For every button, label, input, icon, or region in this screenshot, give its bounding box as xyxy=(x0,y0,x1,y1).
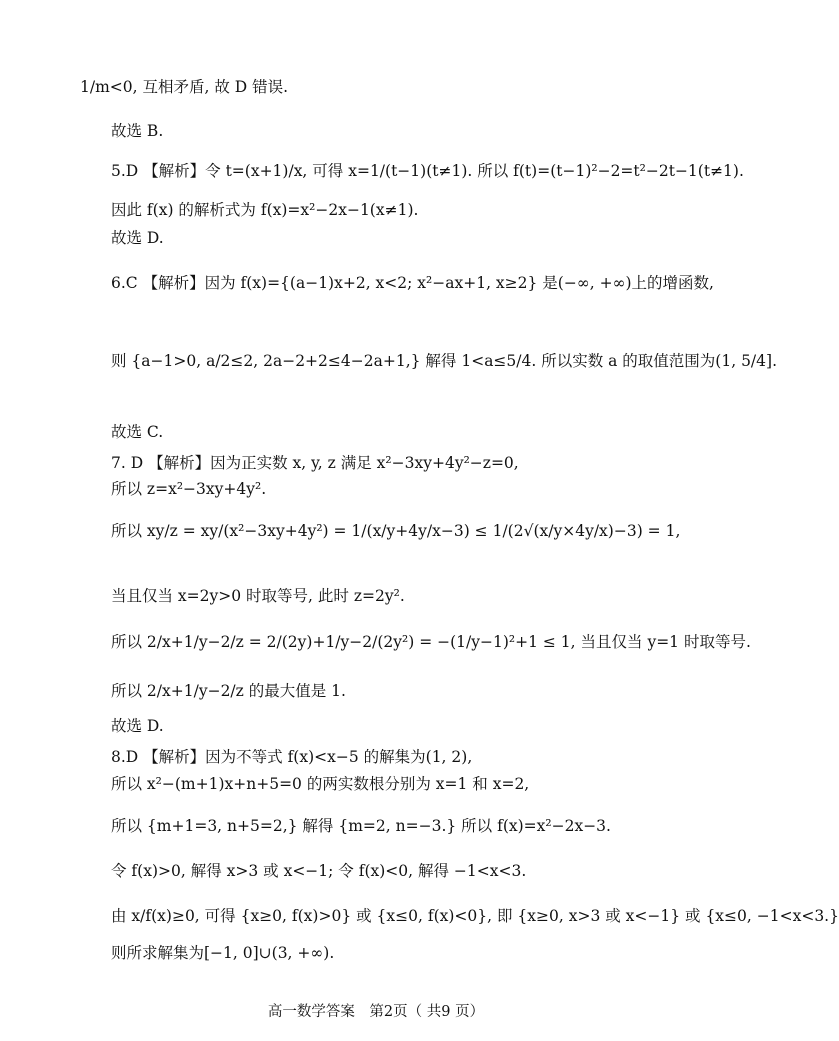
text-line-19: 令 f(x)>0, 解得 x>3 或 x<−1; 令 f(x)<0, 解得 −1<x<3. xyxy=(111,862,527,880)
text-line-21: 则所求解集为[−1, 0]∪(3, +∞). xyxy=(111,944,335,962)
text-line-11: 所以 xy/z = xy/(x²−3xy+4y²) = 1/(x/y+4y/x−3) ≤ 1/(2√(x/y×4y/x)−3) = 1, xyxy=(111,522,681,540)
text-line-9: 7. D 【解析】因为正实数 x, y, z 满足 x²−3xy+4y²−z=0, xyxy=(111,454,519,472)
text-line-14: 所以 2/x+1/y−2/z 的最大值是 1. xyxy=(111,682,346,700)
text-line-6: 6.C 【解析】因为 f(x)={(a−1)x+2, x<2; x²−ax+1, x≥2} 是(−∞, +∞)上的增函数, xyxy=(111,274,714,292)
text-line-7: 则 {a−1>0, a/2≤2, 2a−2+2≤4−2a+1,} 解得 1<a≤5/4. 所以实数 a 的取值范围为(1, 5/4]. xyxy=(111,352,777,370)
text-line-20: 由 x/f(x)≥0, 可得 {x≥0, f(x)>0} 或 {x≤0, f(x)<0}, 即 {x≥0, x>3 或 x<−1} 或 {x≤0, −1<x<3.} xyxy=(111,907,839,925)
text-line-10: 所以 z=x²−3xy+4y². xyxy=(111,480,267,498)
text-line-4: 因此 f(x) 的解析式为 f(x)=x²−2x−1(x≠1). xyxy=(111,201,419,219)
text-line-2: 故选 B. xyxy=(111,122,164,140)
page-footer: 高一数学答案 第2页（ 共9 页） xyxy=(267,1004,485,1020)
text-line-17: 所以 x²−(m+1)x+n+5=0 的两实数根分别为 x=1 和 x=2, xyxy=(111,775,530,793)
text-line-15: 故选 D. xyxy=(111,717,164,735)
text-line-5: 故选 D. xyxy=(111,229,164,247)
text-line-3: 5.D 【解析】令 t=(x+1)/x, 可得 x=1/(t−1)(t≠1). 所以 f(t)=(t−1)²−2=t²−2t−1(t≠1). xyxy=(111,162,744,180)
text-line-16: 8.D 【解析】因为不等式 f(x)<x−5 的解集为(1, 2), xyxy=(111,748,473,766)
text-line-1: 1/m<0, 互相矛盾, 故 D 错误. xyxy=(80,78,289,96)
text-line-18: 所以 {m+1=3, n+5=2,} 解得 {m=2, n=−3.} 所以 f(x)=x²−2x−3. xyxy=(111,817,611,835)
text-line-13: 所以 2/x+1/y−2/z = 2/(2y)+1/y−2/(2y²) = −(1/y−1)²+1 ≤ 1, 当且仅当 y=1 时取等号. xyxy=(111,633,751,651)
text-line-8: 故选 C. xyxy=(111,423,164,441)
text-line-12: 当且仅当 x=2y>0 时取等号, 此时 z=2y². xyxy=(111,587,405,605)
